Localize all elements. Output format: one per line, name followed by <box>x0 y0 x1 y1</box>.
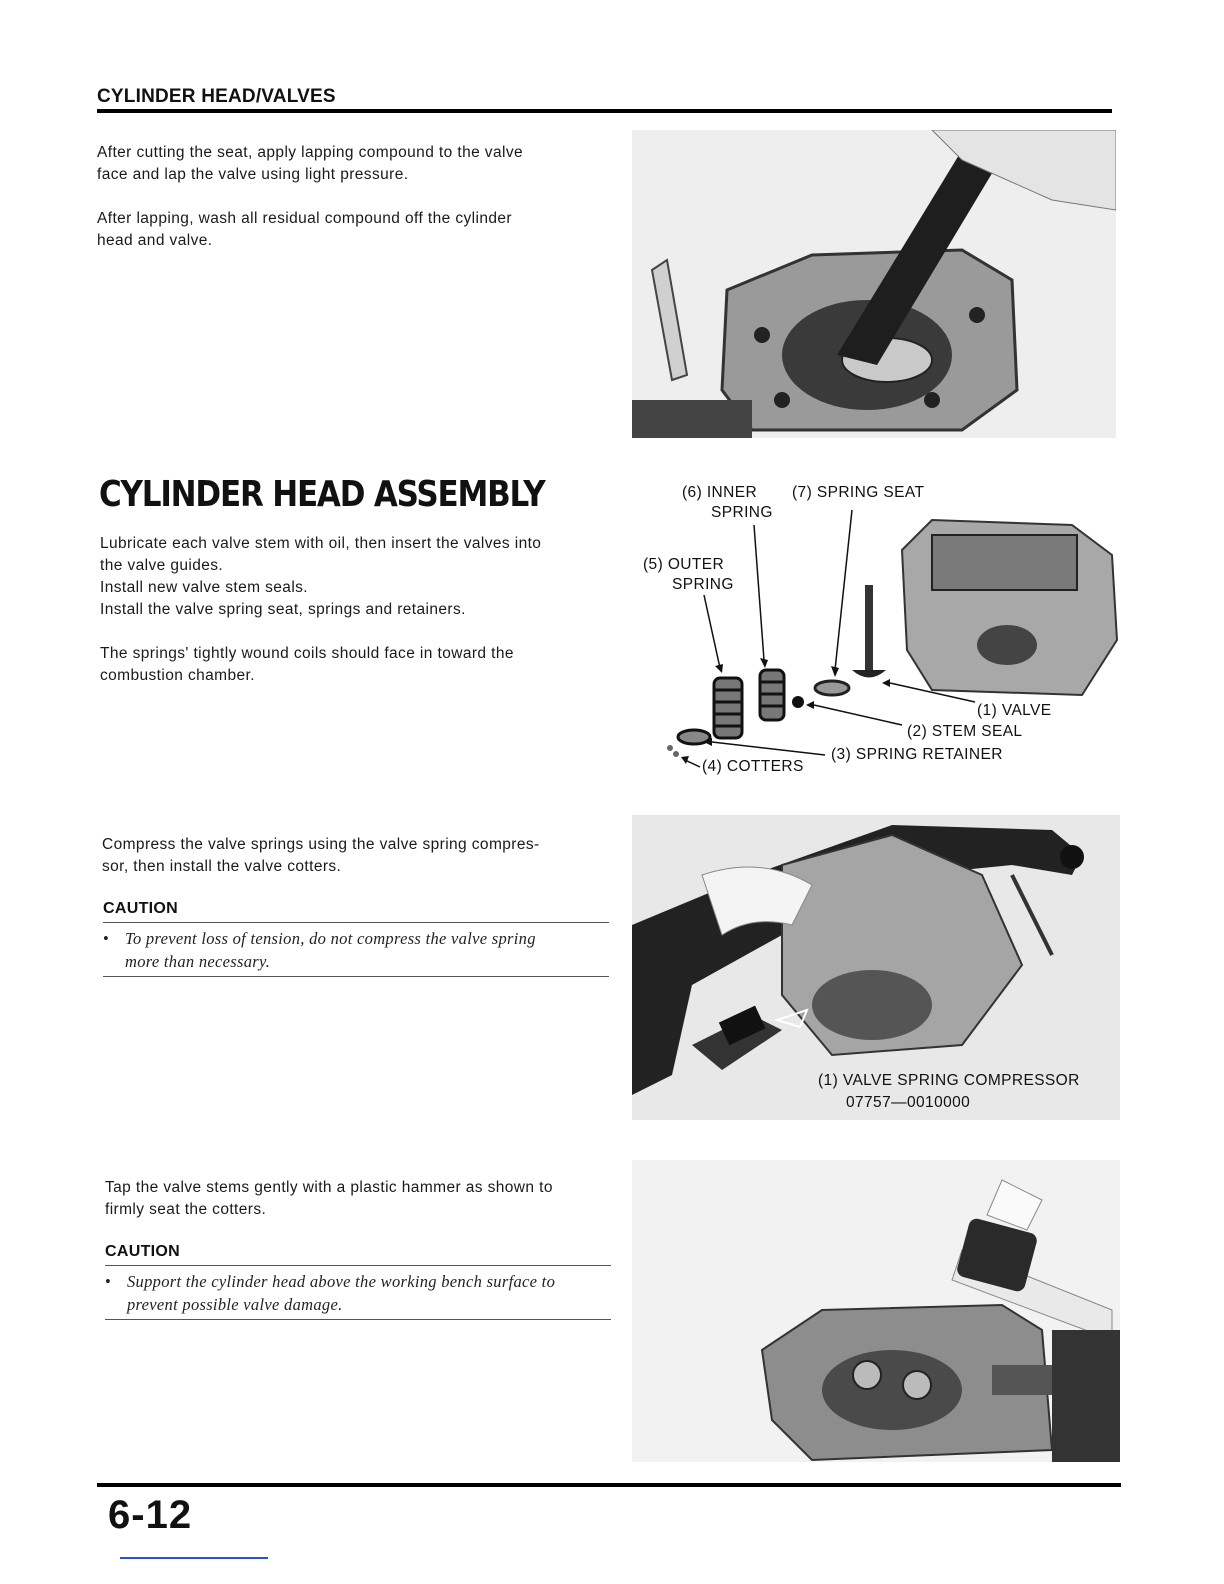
callout-inner-spring: (6) INNER <box>682 484 758 501</box>
caution-bullet: • <box>103 929 110 948</box>
compress-caution-rule-bottom <box>103 976 609 977</box>
compress-caution-rule-top <box>103 922 609 923</box>
tap-caution-label: CAUTION <box>105 1243 180 1260</box>
caution-bullet: • <box>105 1272 112 1291</box>
assembly-instructions <box>100 533 615 709</box>
lapping-para-1: After cutting the seat, apply lapping compound to the valve face and lap the valve using light pressure. <box>97 144 523 183</box>
compress-caution-body <box>103 927 623 973</box>
tap-caution-body <box>105 1270 625 1316</box>
assembly-para-2: The springs' tightly wound coils should face in toward the combustion chamber. <box>100 645 514 684</box>
callout-compressor-tool: (1) VALVE SPRING COMPRESSOR <box>818 1072 1080 1089</box>
tap-caution-rule-bottom <box>105 1319 611 1320</box>
compress-para: Compress the valve springs using the valve spring compres- sor, then install the valve cotters. <box>102 836 540 875</box>
compress-instructions <box>102 834 617 900</box>
lapping-instructions <box>97 142 612 274</box>
tap-caution-rule-top <box>105 1265 611 1266</box>
compress-caution-label: CAUTION <box>103 900 178 917</box>
callout-valve: (1) VALVE <box>977 702 1052 719</box>
hammer-photo <box>632 1160 1120 1462</box>
tap-caution-line-1: Support the cylinder head above the working bench surface to <box>127 1272 556 1291</box>
callout-inner-spring-2: SPRING <box>711 504 773 521</box>
compress-caution-line-2: more than necessary. <box>125 952 271 971</box>
callout-spring-retainer: (3) SPRING RETAINER <box>831 746 1003 763</box>
compress-caution-line-1: To prevent loss of tension, do not compress the valve spring <box>125 929 536 948</box>
callout-spring-seat: (7) SPRING SEAT <box>792 484 925 501</box>
callout-outer-spring-2: SPRING <box>672 576 734 593</box>
page-number: 6-12 <box>108 1493 193 1537</box>
link-underline[interactable] <box>120 1557 268 1559</box>
section-header: CYLINDER HEAD/VALVES <box>97 86 336 107</box>
lapping-photo <box>632 130 1116 438</box>
lapping-illustration <box>632 130 1116 438</box>
tap-para: Tap the valve stems gently with a plastic hammer as shown to firmly seat the cotters. <box>105 1179 553 1218</box>
valve-assembly-illustration <box>632 480 1122 785</box>
assembly-title: CYLINDER HEAD ASSEMBLY <box>99 474 545 516</box>
tap-caution-line-2: prevent possible valve damage. <box>127 1295 343 1314</box>
lapping-para-2: After lapping, wash all residual compound off the cylinder head and valve. <box>97 210 512 249</box>
callout-outer-spring: (5) OUTER <box>643 556 725 573</box>
tap-instructions <box>105 1177 620 1243</box>
compressor-photo <box>632 815 1120 1120</box>
callout-cotters: (4) COTTERS <box>702 758 804 775</box>
callout-stem-seal: (2) STEM SEAL <box>907 723 1023 740</box>
hammer-illustration <box>632 1160 1120 1462</box>
header-rule <box>97 109 1112 113</box>
footer-rule <box>97 1483 1121 1487</box>
valve-assembly-diagram <box>632 480 1122 785</box>
assembly-para-1: Lubricate each valve stem with oil, then insert the valves into the valve guides. Install new valve stem seals. Install the valve spring seat, springs and retainers. <box>100 535 542 618</box>
callout-compressor-part: 07757—0010000 <box>846 1094 971 1111</box>
